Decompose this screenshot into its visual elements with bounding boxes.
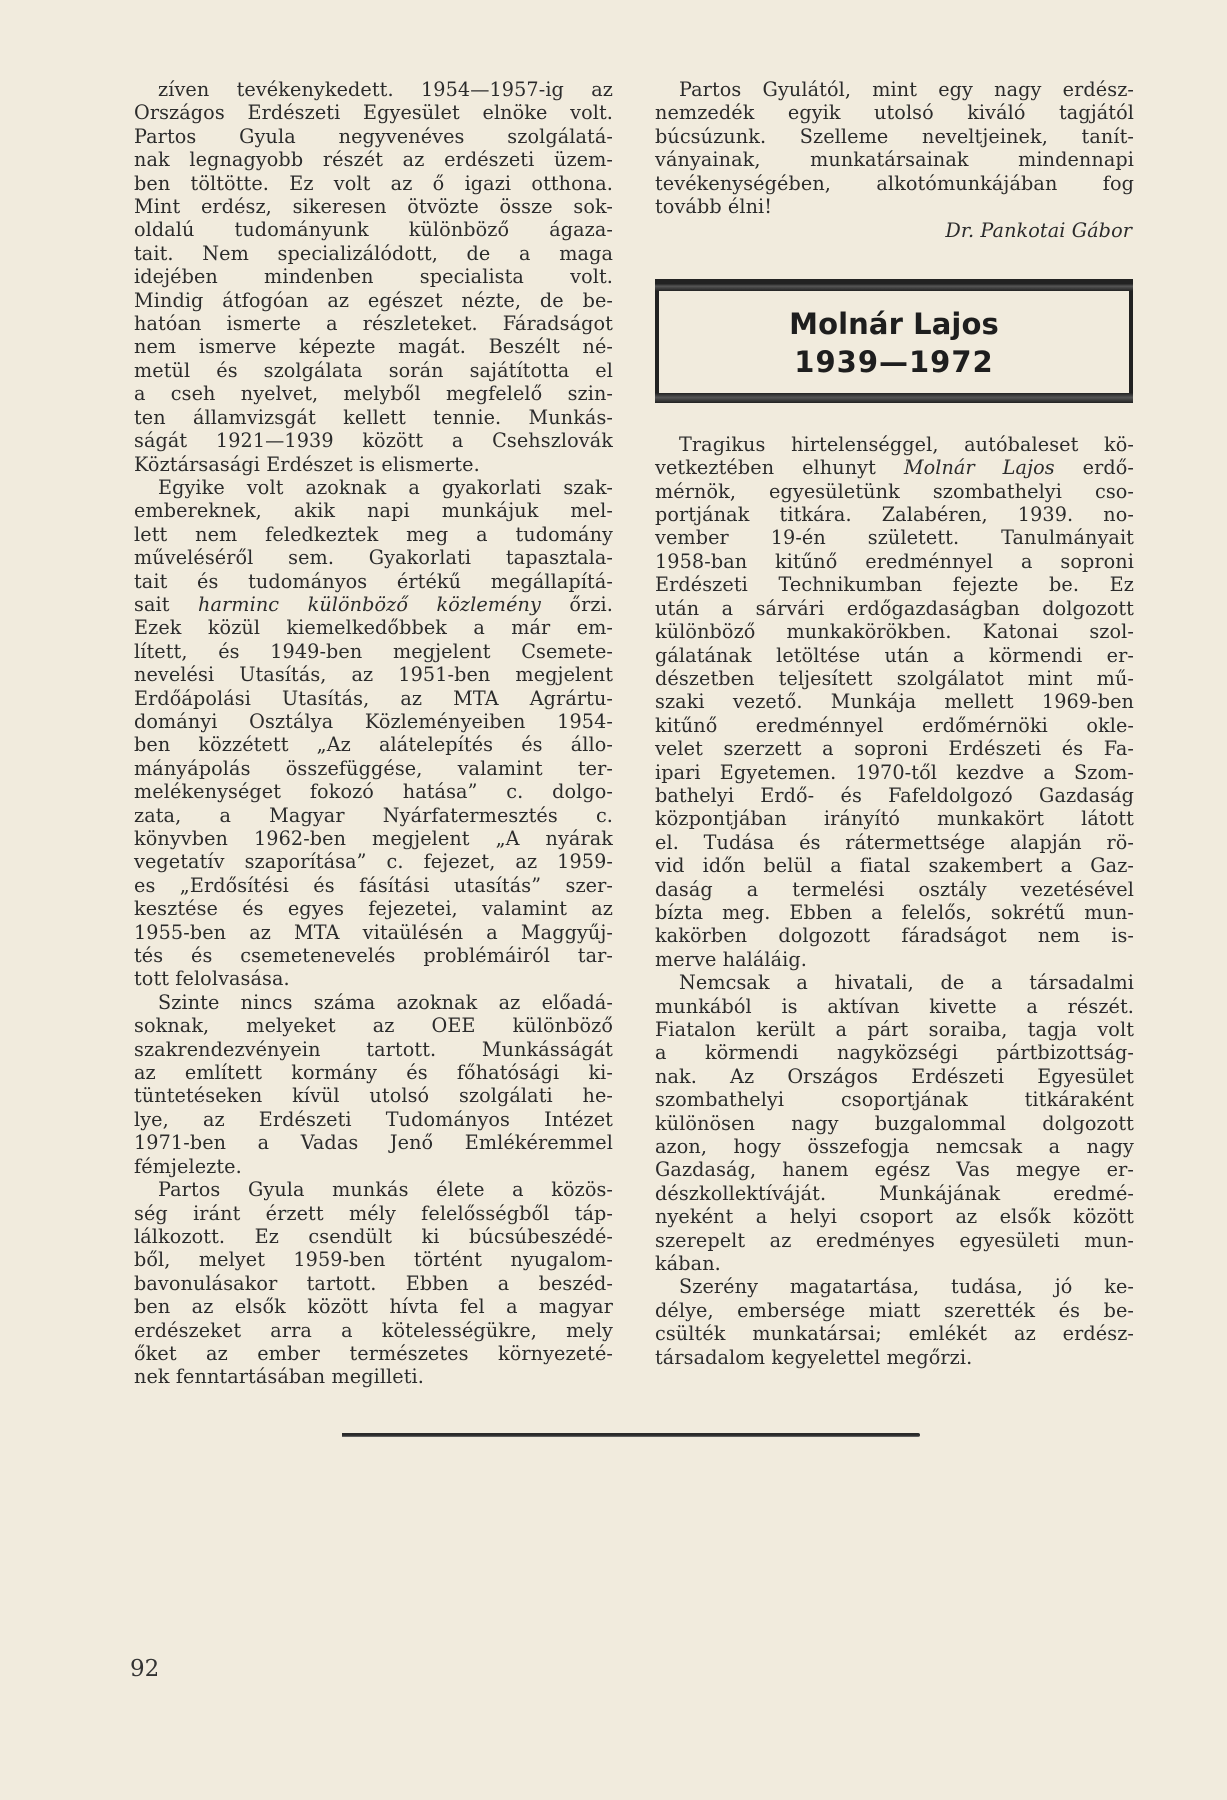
text-line: Fiatalon került a párt soraiba, tagja volt bbox=[655, 1018, 1134, 1041]
text-line: szombathelyi csoportjának titkáraként bbox=[655, 1088, 1134, 1112]
text-line: bathelyi Erdő- és Fafeldolgozó Gazdaság bbox=[655, 783, 1134, 807]
text-line: nak. Az Országos Erdészeti Egyesület bbox=[655, 1064, 1134, 1088]
text-line: délye, embersége miatt szerették és be- bbox=[655, 1298, 1134, 1322]
page-number: 92 bbox=[130, 1656, 160, 1682]
text-line: Egyike volt azoknak a gyakorlati szak- bbox=[158, 475, 613, 499]
text-line: különböző munkakörökben. Katonai szol- bbox=[655, 620, 1134, 644]
text-line: után a sárvári erdőgazdaságban dolgozott bbox=[655, 596, 1134, 620]
text-line: mányápolás összefüggése, valamint ter- bbox=[134, 756, 613, 780]
text-line: hatóan ismerte a részleteket. Fáradságot bbox=[134, 312, 613, 336]
text-line: 1971-ben a Vadas Jenő Emlékéremmel bbox=[134, 1131, 613, 1155]
text-line: Köztársasági Erdészet is elismerte. bbox=[134, 452, 480, 476]
text-line: lálkozott. Ez csendült ki búcsúbeszédé- bbox=[134, 1224, 613, 1248]
paragraph bbox=[134, 991, 613, 1178]
text-line: lett nem feledkeztek meg a tudomány bbox=[134, 522, 613, 546]
text-line: ből, melyet 1959-ben történt nyugalom- bbox=[134, 1248, 613, 1272]
text-line: vid időn belül a fiatal szakembert a Gaz- bbox=[655, 854, 1134, 878]
text-line: sait harminc különböző közlemény őrzi. bbox=[134, 592, 613, 616]
text-line: nyeként a helyi csoport az elsők között bbox=[655, 1205, 1134, 1229]
text-line: Szinte nincs száma azoknak az előadá- bbox=[158, 990, 613, 1014]
text-line: búcsúzunk. Szelleme neveltjeinek, tanít- bbox=[655, 124, 1134, 148]
text-line: vetkeztében elhunyt Molnár Lajos erdő- bbox=[655, 456, 1134, 480]
paragraph bbox=[134, 1178, 613, 1389]
end-rule bbox=[342, 1433, 920, 1437]
text-line: ságát 1921—1939 között a Csehszlovák bbox=[134, 429, 613, 453]
text-line: bízta meg. Ebben a felelős, sokrétű mun- bbox=[655, 900, 1134, 924]
text-line: zata, a Magyar Nyárfatermesztés c. bbox=[134, 803, 613, 827]
text-line: ben töltötte. Ez volt az ő igazi otthona. bbox=[134, 171, 613, 195]
text-line: ványainak, munkatársainak mindennapi bbox=[655, 148, 1134, 172]
text-line: műveléséről sem. Gyakorlati tapasztala- bbox=[134, 546, 613, 570]
text-line: vember 19-én született. Tanulmányait bbox=[655, 526, 1134, 550]
obituary-body bbox=[655, 433, 1134, 1369]
text-line: Partos Gyulától, mint egy nagy erdész- bbox=[679, 78, 1134, 101]
paragraph bbox=[134, 476, 613, 991]
text-line: velet szerzett a soproni Erdészeti és Fa- bbox=[655, 737, 1134, 761]
text-line: dományi Osztálya Közleményeiben 1954- bbox=[134, 709, 613, 733]
paragraph bbox=[655, 1275, 1134, 1369]
text-line: Erdészeti Technikumban fejezte be. Ez bbox=[655, 573, 1134, 597]
text-line: melékenységet fokozó hatása” c. dolgo- bbox=[134, 780, 613, 804]
text-line: az említett kormány és főhatósági ki- bbox=[134, 1061, 613, 1085]
text-line: ség iránt érzett mély felelősségből táp- bbox=[134, 1201, 613, 1225]
obituary-heading-box bbox=[655, 279, 1133, 403]
text-line: tés és csemetenevelés problémáiról tar- bbox=[134, 944, 613, 968]
text-line: dészetben teljesített szolgálatot mint mű- bbox=[655, 666, 1134, 690]
text-line: lített, és 1949-ben megjelent Csemete- bbox=[134, 639, 613, 663]
text-line: a körmendi nagyközségi pártbizottság- bbox=[655, 1041, 1134, 1065]
left-column bbox=[134, 78, 613, 1389]
text-line: Nemcsak a hivatali, de a társadalmi bbox=[679, 971, 1134, 995]
text-line: embereknek, akik napi munkájuk mel- bbox=[134, 499, 613, 523]
text-line: Erdőápolási Utasítás, az MTA Agrártu- bbox=[134, 686, 613, 710]
text-line: különösen nagy buzgalommal dolgozott bbox=[655, 1111, 1134, 1135]
text-line: 1958-ban kitűnő eredménnyel a soproni bbox=[655, 549, 1134, 573]
text-line: tait és tudományos értékű megállapítá- bbox=[134, 569, 613, 593]
text-line: szaki vezető. Munkája mellett 1969-ben bbox=[655, 690, 1134, 714]
text-line: tüntetéseken kívül utolsó szolgálati he- bbox=[134, 1084, 613, 1108]
text-line: csülték munkatársai; emlékét az erdész- bbox=[655, 1322, 1134, 1346]
text-line: nek fenntartásában megilleti. bbox=[134, 1365, 424, 1389]
text-line: oldalú tudományunk különböző ágaza- bbox=[134, 218, 613, 242]
text-line: szakrendezvényein tartott. Munkásságát bbox=[134, 1037, 613, 1061]
text-line: el. Tudása és rátermettsége alapján rö- bbox=[655, 830, 1134, 854]
text-line: nak legnagyobb részét az erdészeti üzem- bbox=[134, 148, 613, 172]
text-line: ten államvizsgát kellett tennie. Munkás- bbox=[134, 405, 613, 429]
text-line: idejében mindenben specialista volt. bbox=[134, 265, 613, 289]
text-line: vegetatív szaporítása” c. fejezet, az 1959- bbox=[134, 850, 613, 874]
text-line: 1955-ben az MTA vitaülésén a Maggyűj- bbox=[134, 920, 613, 944]
text-line: tott felolvasása. bbox=[134, 967, 290, 991]
obituary-name: Molnár Lajos bbox=[789, 306, 999, 341]
text-line: Ezek közül kiemelkedőbbek a már em- bbox=[134, 616, 613, 640]
text-line: Országos Erdészeti Egyesület elnöke volt. bbox=[134, 101, 613, 125]
right-column bbox=[655, 78, 1134, 1369]
text-line: dészkollektíváját. Munkájának eredmé- bbox=[655, 1181, 1134, 1205]
text-line: kitűnő eredménnyel erdőmérnöki okle- bbox=[655, 713, 1134, 737]
text-line: lye, az Erdészeti Tudományos Intézet bbox=[134, 1107, 613, 1131]
text-line: nem ismerve képezte magát. Beszélt né- bbox=[134, 335, 613, 359]
text-line: társadalom kegyelettel megőrzi. bbox=[655, 1345, 973, 1369]
text-line: Mindig átfogóan az egészet nézte, de be- bbox=[134, 288, 613, 312]
text-line: metül és szolgálata során sajátította el bbox=[134, 358, 613, 382]
text-line: erdészeket arra a kötelességükre, mely bbox=[134, 1318, 613, 1342]
text-line: bavonulásakor tartott. Ebben a beszéd- bbox=[134, 1271, 613, 1295]
text-line: zíven tevékenykedett. 1954—1957-ig az bbox=[158, 78, 613, 101]
text-line: munkából is aktívan kivette a részét. bbox=[655, 994, 1134, 1018]
text-line: Szerény magatartása, tudása, jó ke- bbox=[679, 1275, 1134, 1299]
text-line: kában. bbox=[655, 1252, 721, 1276]
paragraph bbox=[655, 971, 1134, 1275]
text-line: Gazdaság, hanem egész Vas megye er- bbox=[655, 1158, 1134, 1182]
paragraph bbox=[134, 78, 613, 476]
text-line: a cseh nyelvet, melyből megfelelő szin- bbox=[134, 382, 613, 406]
text-line: ben közzétett „Az alátelepítés és állo- bbox=[134, 733, 613, 757]
text-line: portjának titkára. Zalabéren, 1939. no- bbox=[655, 503, 1134, 527]
text-line: Partos Gyula munkás élete a közös- bbox=[158, 1178, 613, 1202]
closing-paragraph bbox=[655, 78, 1134, 218]
text-line: mérnök, egyesületünk szombathelyi cso- bbox=[655, 479, 1134, 503]
text-line: ipari Egyetemen. 1970-től kezdve a Szom- bbox=[655, 760, 1134, 784]
text-line: nevelési Utasítás, az 1951-ben megjelent bbox=[134, 663, 613, 687]
text-line: központjában irányító munkakört látott bbox=[655, 807, 1134, 831]
text-line: azon, hogy összefogja nemcsak a nagy bbox=[655, 1135, 1134, 1159]
text-line: soknak, melyeket az OEE különböző bbox=[134, 1014, 613, 1038]
text-line: Partos Gyula negyvenéves szolgálatá- bbox=[134, 124, 613, 148]
text-line: merve haláláig. bbox=[655, 947, 807, 971]
text-line: fémjelezte. bbox=[134, 1154, 242, 1178]
text-line: őket az ember természetes környezeté- bbox=[134, 1341, 613, 1365]
text-line: tait. Nem specializálódott, de a maga bbox=[134, 241, 613, 265]
text-line: kesztése és egyes fejezetei, valamint az bbox=[134, 897, 613, 921]
text-line: daság a termelési osztály vezetésével bbox=[655, 877, 1134, 901]
text-line: Mint erdész, sikeresen ötvözte össze sok- bbox=[134, 195, 613, 219]
paragraph bbox=[655, 433, 1134, 971]
text-line: nemzedék egyik utolsó kiváló tagjától bbox=[655, 101, 1134, 125]
text-line: szerepelt az eredményes egyesületi mun- bbox=[655, 1228, 1134, 1252]
text-line: könyvben 1962-ben megjelent „A nyárak bbox=[134, 827, 613, 850]
text-line: Tragikus hirtelenséggel, autóbaleset kö- bbox=[679, 432, 1134, 456]
author-signature: Dr. Pankotai Gábor bbox=[945, 219, 1132, 243]
text-line: tevékenységében, alkotómunkájában fog bbox=[655, 171, 1134, 195]
obituary-years: 1939—1972 bbox=[794, 344, 994, 379]
text-line: tovább élni! bbox=[655, 195, 773, 219]
text-line: kakörben dolgozott fáradságot nem is- bbox=[655, 924, 1134, 948]
text-line: gálatának letöltése után a körmendi er- bbox=[655, 643, 1134, 667]
text-line: ben az elsők között hívta fel a magyar bbox=[134, 1295, 613, 1319]
text-line: es „Erdősítési és fásítási utasítás” szer- bbox=[134, 873, 613, 897]
